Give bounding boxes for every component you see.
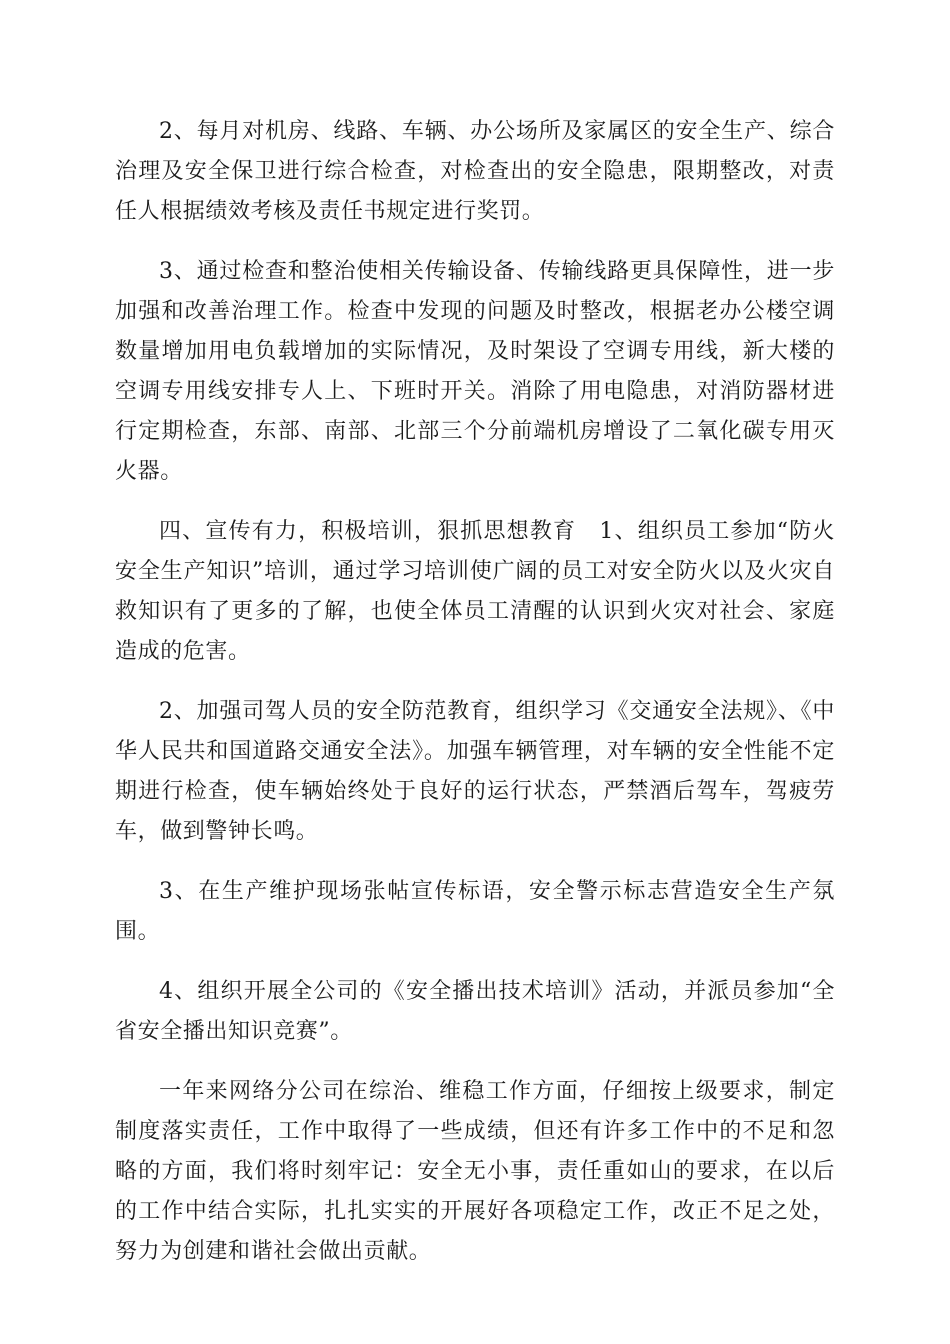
paragraph-transmission-safety: 3、通过检查和整治使相关传输设备、传输线路更具保障性，进一步加强和改善治理工作。检查中发现的问题及时整改，根据老办公楼空调数量增加用电负载增加的实际情况，及时架设了空调专用线，新大楼的空调专用线安排专人上、下班时开关。消除了用电隐患，对消防器材进行定期检查，东部、南部、北部三个分前端机房增设了二氧化碳专用灭火器。 bbox=[115, 259, 835, 484]
paragraph-slogans: 3、在生产维护现场张帖宣传标语，安全警示标志营造安全生产氛围。 bbox=[115, 879, 835, 944]
paragraph-training: 四、宣传有力，积极培训，狠抓思想教育 1、组织员工参加“防火安全生产知识”培训，通过学习培训使广阔的员工对安全防火以及火灾自救知识有了更多的了解，也使全体员工清醒的认识到火灾对社会、家庭造成的危害。 bbox=[115, 519, 835, 664]
paragraph-summary: 一年来网络分公司在综治、维稳工作方面，仔细按上级要求，制定制度落实责任，工作中取得了一些成绩，但还有许多工作中的不足和忽略的方面，我们将时刻牢记：安全无小事，责任重如山的要求，在以后的工作中结合实际，扎扎实实的开展好各项稳定工作，改正不足之处，努力为创建和谐社会做出贡献。 bbox=[115, 1079, 835, 1264]
document-body bbox=[115, 112, 835, 1292]
paragraph-inspection: 2、每月对机房、线路、车辆、办公场所及家属区的安全生产、综合治理及安全保卫进行综合检查，对检查出的安全隐患，限期整改，对责任人根据绩效考核及责任书规定进行奖罚。 bbox=[115, 119, 835, 224]
paragraph-driver-education: 2、加强司驾人员的安全防范教育，组织学习《交通安全法规》、《中华人民共和国道路交通安全法》。加强车辆管理，对车辆的安全性能不定期进行检查，使车辆始终处于良好的运行状态，严禁酒后驾车，驾疲劳车，做到警钟长鸣。 bbox=[115, 699, 835, 844]
paragraph-broadcast-training: 4、组织开展全公司的《安全播出技术培训》活动，并派员参加“全省安全播出知识竞赛”。 bbox=[115, 979, 835, 1044]
